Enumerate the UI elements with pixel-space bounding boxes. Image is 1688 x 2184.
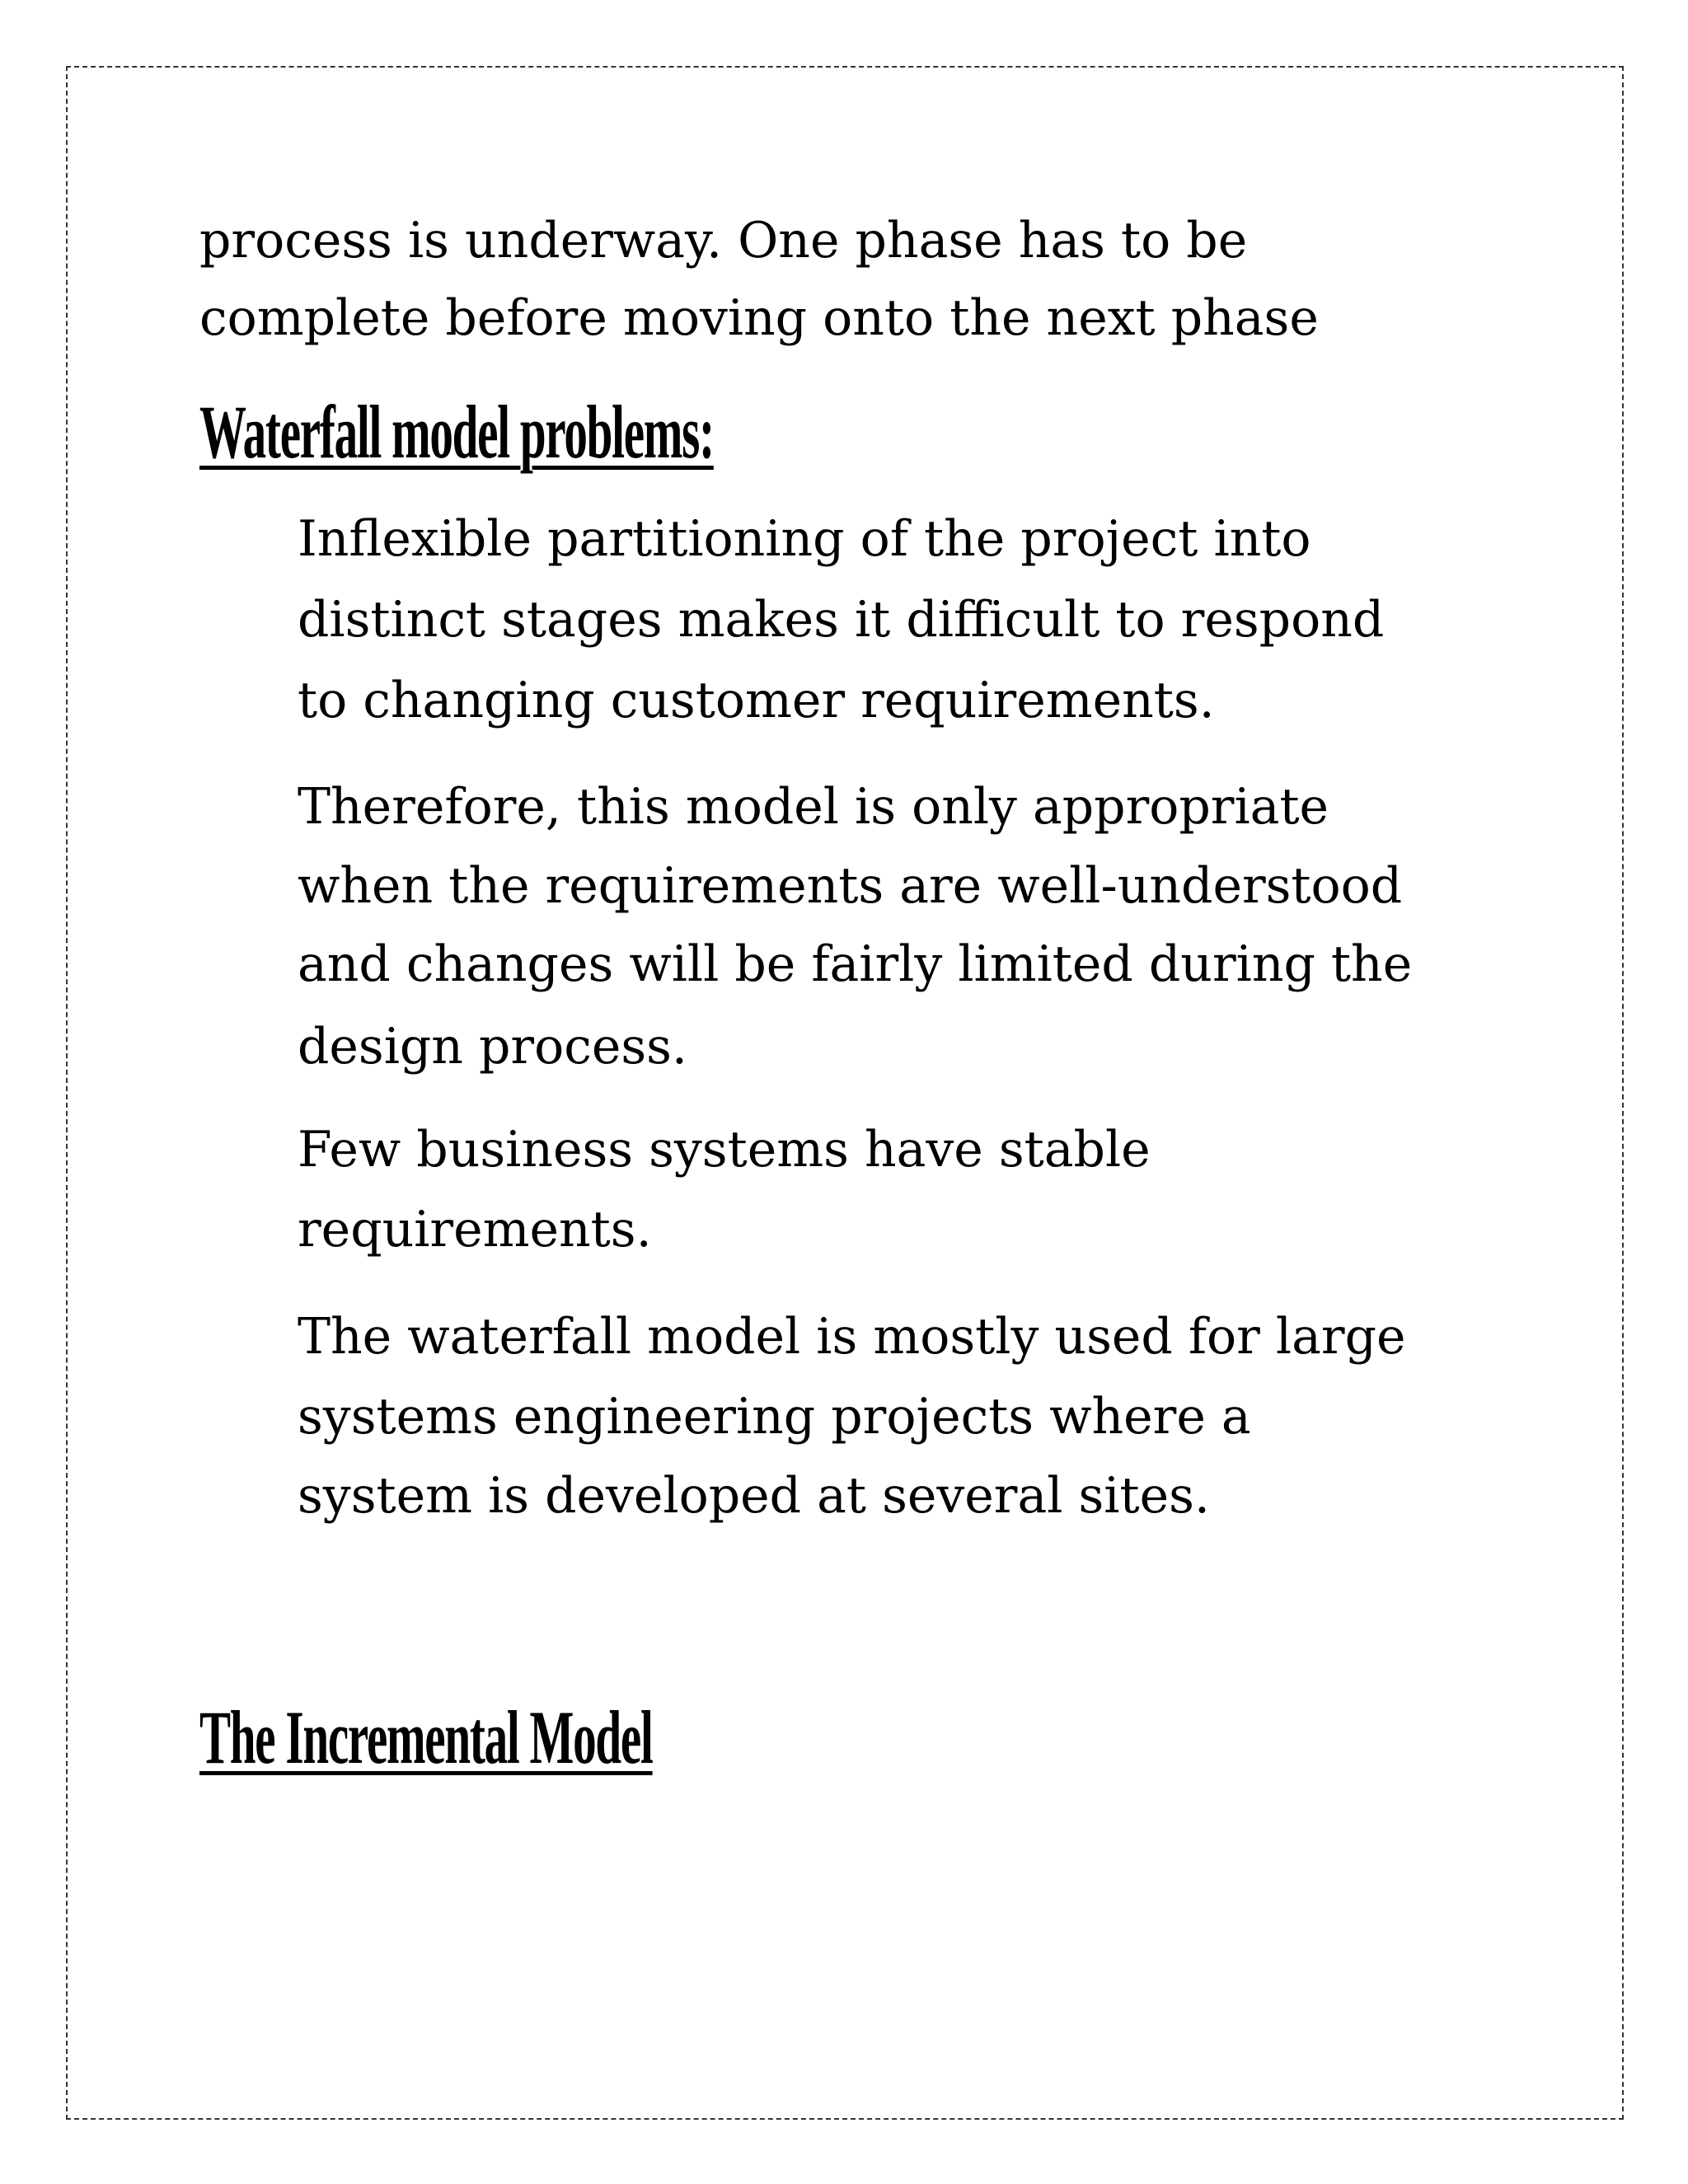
paragraph-line: when the requirements are well-understood xyxy=(298,857,1403,915)
paragraph-line: systems engineering projects where a xyxy=(298,1388,1251,1446)
intro-line: complete before moving onto the next phase xyxy=(199,289,1319,347)
paragraph-line: requirements. xyxy=(298,1201,652,1258)
paragraph-line: to changing customer requirements. xyxy=(298,672,1215,729)
paragraph-line: system is developed at several sites. xyxy=(298,1467,1210,1525)
paragraph-line: distinct stages makes it difficult to respond xyxy=(298,591,1385,649)
heading-waterfall-problems: Waterfall model problems: xyxy=(199,390,714,474)
intro-line: process is underway. One phase has to be xyxy=(199,212,1248,269)
paragraph-line: design process. xyxy=(298,1018,687,1076)
paragraph-line: The waterfall model is mostly used for large xyxy=(298,1308,1406,1366)
paragraph-line: Therefore, this model is only appropriate xyxy=(298,778,1329,836)
paragraph-line: Few business systems have stable xyxy=(298,1121,1151,1179)
heading-incremental-model: The Incremental Model xyxy=(199,1695,653,1779)
paragraph-line: Inflexible partitioning of the project into xyxy=(298,510,1311,568)
paragraph-line: and changes will be fairly limited during the xyxy=(298,935,1413,993)
page-border xyxy=(66,66,1624,2120)
